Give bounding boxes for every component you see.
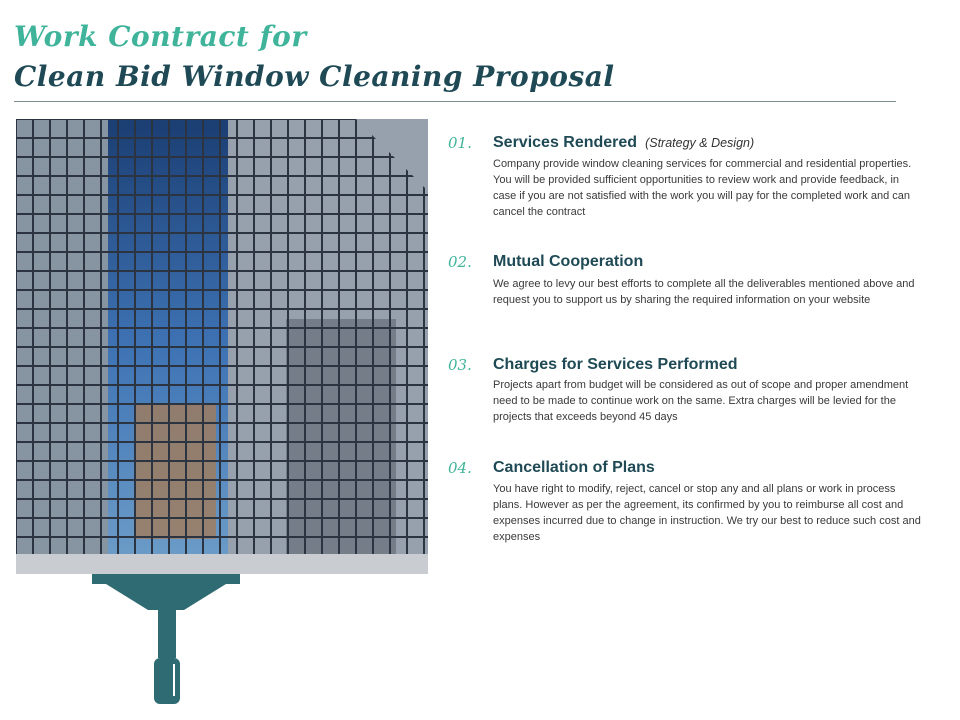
- item-heading: Charges for Services Performed: [493, 356, 738, 373]
- item-body: You have right to modify, reject, cancel or stop any and all plans or work in process plans. However as per the agreement, its confirmed by you to reimburse all cost and expenses incurred due to change in instruction. We try our best to reduce such cost and expenses: [493, 483, 921, 543]
- item-number: 04.: [448, 459, 472, 477]
- item-body: We agree to levy our best efforts to complete all the deliverables mentioned above and request you to support us by sharing the required information on your website: [493, 278, 915, 306]
- item-heading: Mutual Cooperation: [493, 253, 644, 270]
- item-heading: [493, 134, 754, 152]
- item-body: Company provide window cleaning services for commercial and residential properties. You will be provided sufficient opportunities to review work and provide feedback, in case if you are not satisfied with the work you will pay for the completed work and can cancel the contract: [493, 158, 912, 218]
- item-number: 01.: [448, 134, 472, 152]
- item-heading-text: Services Rendered: [493, 134, 638, 151]
- title-divider: [14, 101, 896, 102]
- item-heading: Cancellation of Plans: [493, 459, 655, 476]
- item-subheading: (Strategy & Design): [645, 136, 755, 150]
- item-number: 03.: [448, 356, 472, 374]
- glass-building-photo: [16, 119, 428, 574]
- item-body: Projects apart from budget will be considered as out of scope and proper amendment need to be made to continue work on the same. Extra charges will be levied for the projects that exceeds beyond 45 days: [493, 379, 909, 423]
- item-number: 02.: [448, 253, 472, 271]
- squeegee-icon: [92, 570, 244, 706]
- title-line-1: Work Contract for: [14, 20, 307, 53]
- title-line-2: Clean Bid Window Cleaning Proposal: [14, 60, 615, 93]
